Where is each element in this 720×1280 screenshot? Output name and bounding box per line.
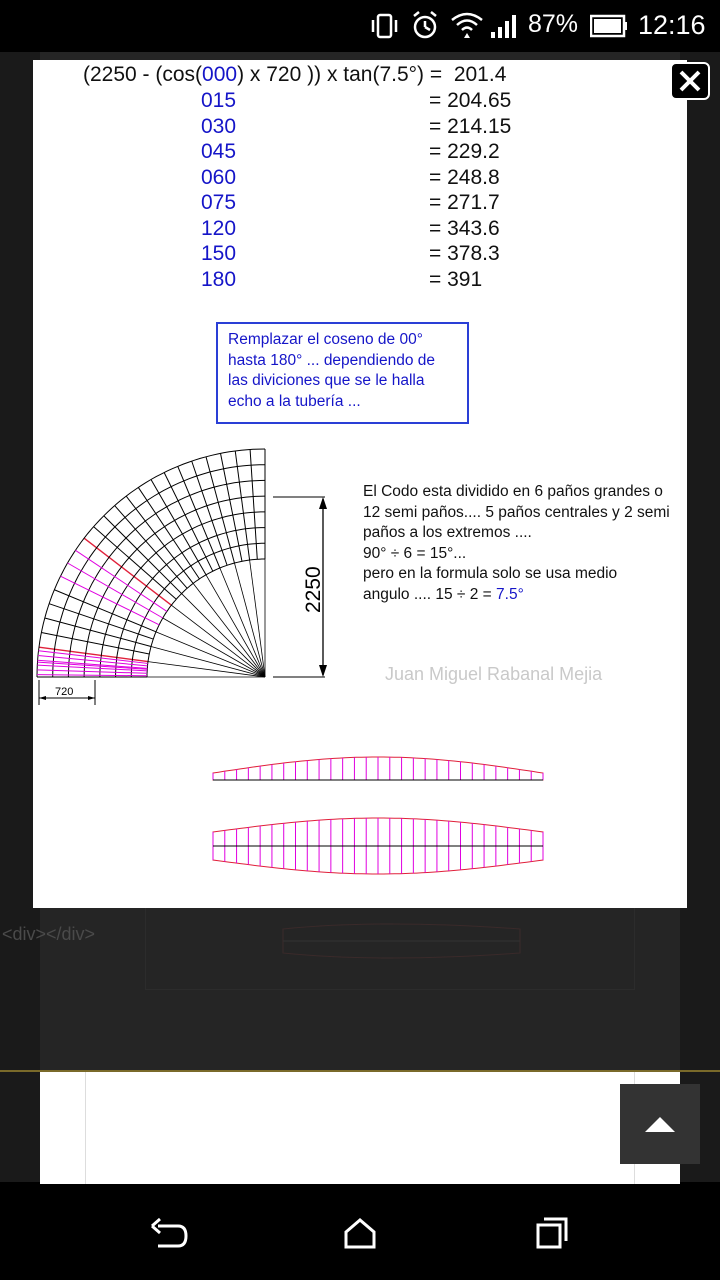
elbow-diagram <box>33 435 343 715</box>
note-line: Remplazar el coseno de 00° <box>228 331 423 348</box>
battery-percent: 87% <box>528 10 579 38</box>
row-angle: 075 <box>201 191 237 214</box>
center-ray <box>182 594 265 677</box>
image-viewer[interactable] <box>33 60 687 908</box>
description-line: paños a los extremos .... <box>363 524 532 541</box>
template-full <box>203 810 553 890</box>
dimension-horizontal-label: 720 <box>55 686 74 698</box>
description-line: 12 semi paños.... 5 paños centrales y 2 semi <box>363 503 670 521</box>
segment-division <box>75 550 166 611</box>
row-angle: 060 <box>201 165 237 189</box>
dimension-arrow <box>319 665 327 677</box>
status-bar <box>0 0 720 52</box>
segment-division <box>250 449 257 559</box>
segment-edge <box>39 647 148 661</box>
divider <box>85 1072 86 1184</box>
description-line <box>363 585 670 606</box>
segment-division <box>151 480 206 575</box>
arrow-up-icon <box>643 1114 677 1134</box>
center-ray <box>163 618 265 677</box>
segment-division <box>41 633 149 654</box>
row-angle: 045 <box>201 140 237 163</box>
row-angle: 015 <box>201 89 237 112</box>
segment-division <box>138 487 199 578</box>
center-ray <box>234 563 265 677</box>
note-line: hasta 180° ... dependiendo de <box>228 351 436 369</box>
close-icon <box>677 68 703 94</box>
dimension-arrow <box>39 696 46 700</box>
formula-line <box>83 63 506 87</box>
back-icon <box>148 1216 188 1250</box>
battery-icon <box>590 14 628 38</box>
row-angle: 150 <box>201 242 237 265</box>
row-result: = 271.7 <box>429 191 500 214</box>
formula-angle: 000 <box>202 63 238 86</box>
wifi-icon <box>450 8 484 42</box>
navigation-bar <box>0 1184 720 1280</box>
dimension-vertical-label: 2250 <box>302 566 325 613</box>
close-button[interactable] <box>670 62 710 100</box>
description-line: pero en la formula solo se usa medio <box>363 565 618 582</box>
row-result: = 378.3 <box>429 242 500 265</box>
row-result: = 391 <box>429 267 483 291</box>
description-last-prefix: angulo .... 15 ÷ 2 = <box>363 585 497 603</box>
row-result: = 204.65 <box>429 89 512 112</box>
formula-suffix: ) x 720 )) x tan(7.5°) = <box>237 63 443 86</box>
row-result: = 343.6 <box>429 216 500 240</box>
ghost-image-frame <box>145 896 635 990</box>
row-angle: 030 <box>201 114 237 138</box>
vibrate-icon <box>370 12 400 40</box>
segment-division <box>104 516 182 594</box>
description-highlight: 7.5° <box>496 585 524 603</box>
elbow-segments <box>37 449 265 677</box>
back-button[interactable] <box>143 1208 193 1258</box>
clock: 12:16 <box>638 10 706 40</box>
template-half <box>203 740 553 800</box>
ghost-text: <div></div> <box>2 924 96 944</box>
row-result: = 229.2 <box>429 140 500 163</box>
formula-prefix: (2250 - (cos( <box>83 63 203 86</box>
description <box>363 482 670 605</box>
note-box <box>216 322 469 424</box>
scroll-to-top-button[interactable] <box>620 1084 700 1164</box>
description-line: 90° ÷ 6 = 15°... <box>363 544 467 562</box>
row-result: = 248.8 <box>429 165 500 189</box>
alarm-icon <box>410 10 440 42</box>
segment-division <box>94 527 177 600</box>
recents-icon <box>534 1215 570 1251</box>
note-line: las diviciones que se le halla <box>228 372 425 389</box>
formula-result: 201.4 <box>453 63 507 86</box>
center-ray <box>206 575 265 677</box>
segment-edge <box>235 451 249 560</box>
segment-division <box>68 563 163 618</box>
description-line: El Codo esta dividido en 6 paños grandes o <box>363 483 663 500</box>
row-result: = 214.15 <box>429 114 512 138</box>
signal-icon <box>490 12 520 40</box>
segment-division <box>221 453 242 561</box>
center-ray <box>151 646 265 677</box>
ghost-pattern <box>146 897 634 989</box>
segment-division <box>45 618 151 646</box>
segment-division <box>206 457 234 563</box>
dimension-arrow <box>88 696 95 700</box>
segment-division <box>115 506 188 589</box>
content-panel <box>40 1072 680 1184</box>
note-line: echo a la tubería ... <box>228 392 361 410</box>
row-angle: 180 <box>201 267 237 291</box>
watermark: Juan Miguel Rabanal Mejia <box>385 664 603 684</box>
dimension-arrow <box>319 497 327 509</box>
home-icon <box>342 1216 378 1250</box>
recents-button[interactable] <box>527 1208 577 1258</box>
home-button[interactable] <box>335 1208 385 1258</box>
row-angle: 120 <box>201 216 237 240</box>
highlight-division <box>37 675 147 676</box>
